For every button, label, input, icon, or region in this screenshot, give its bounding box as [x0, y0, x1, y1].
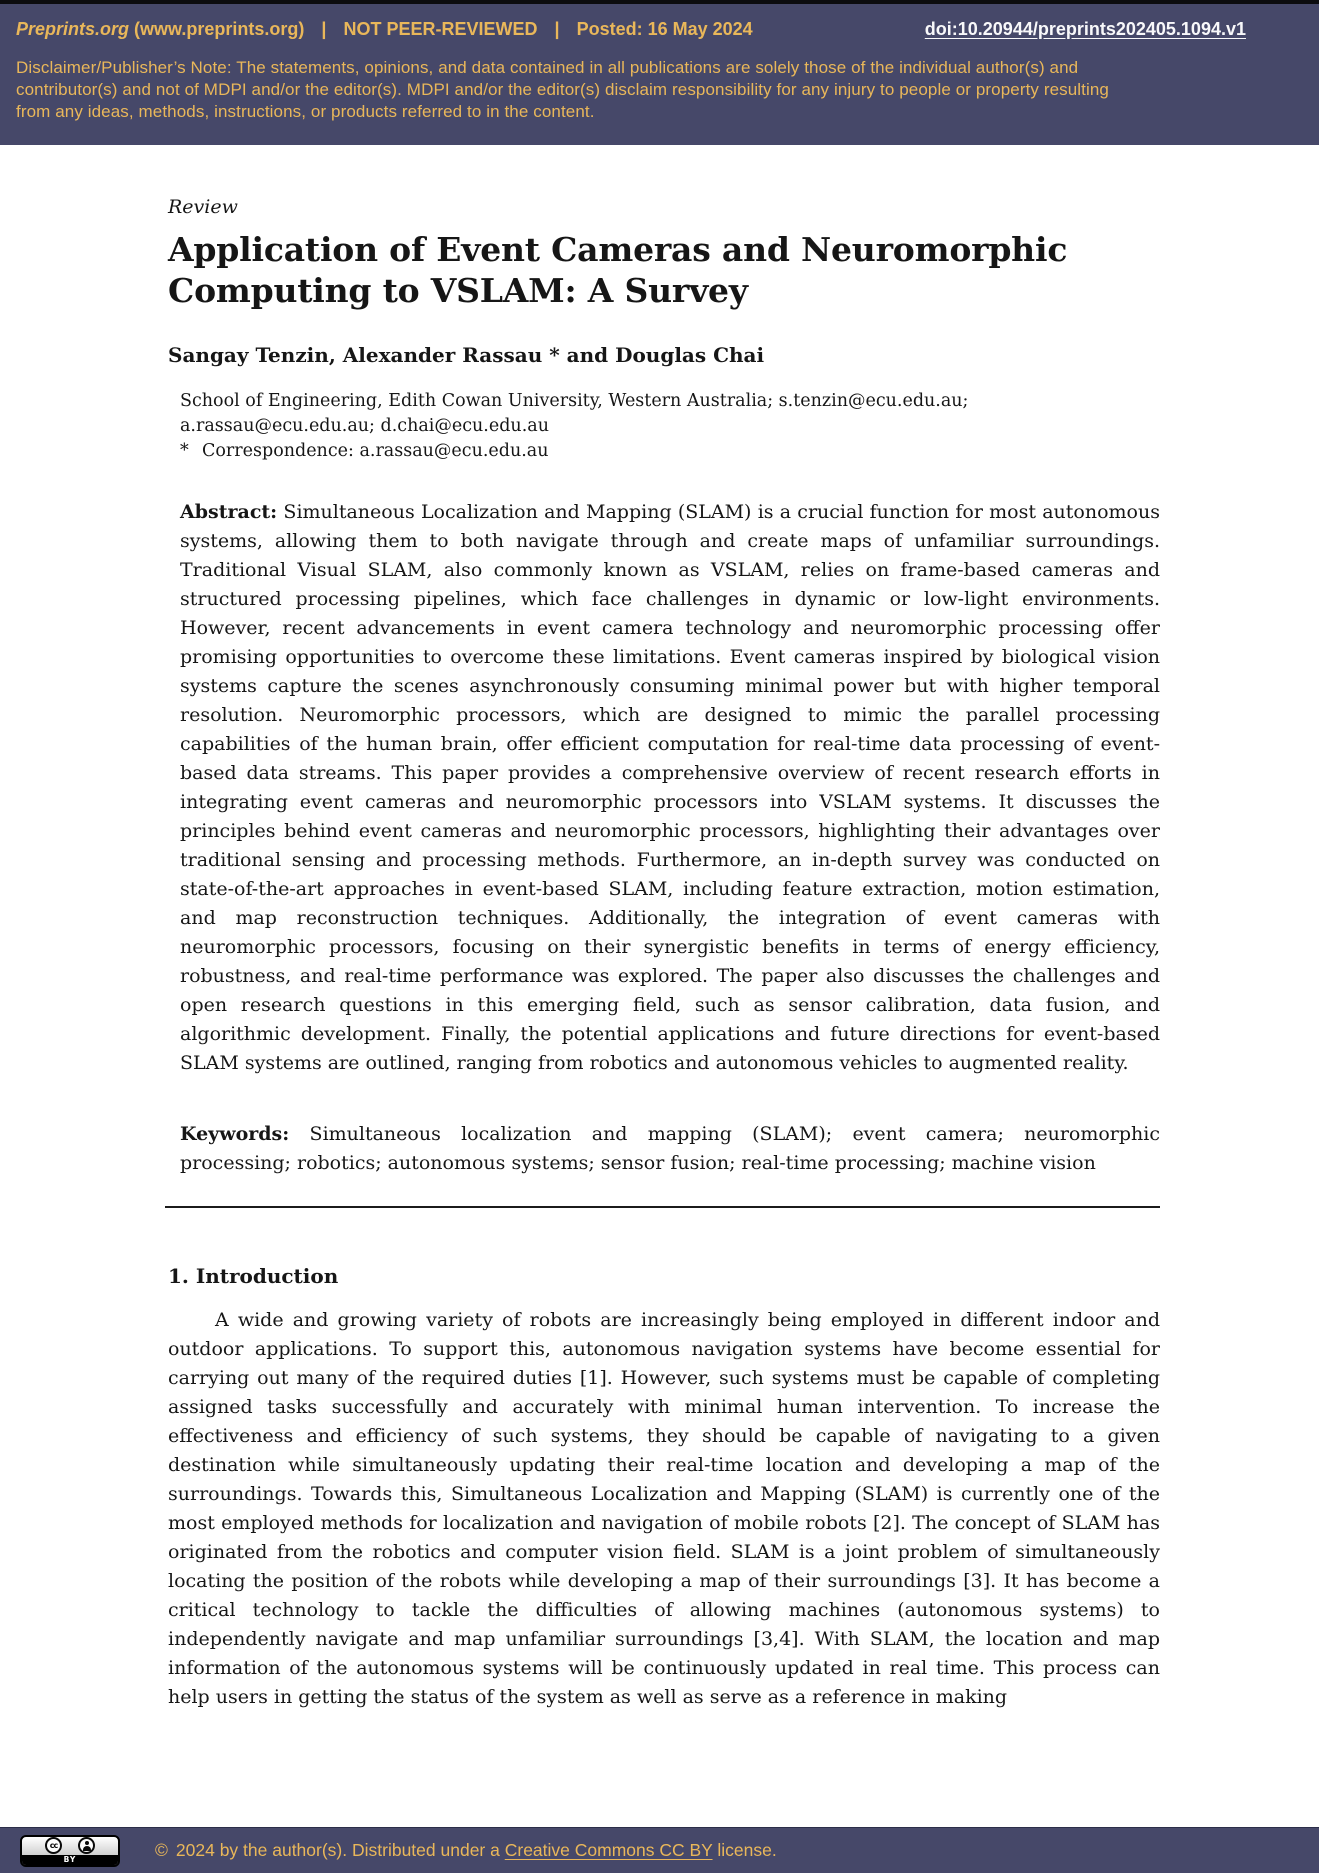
paper-title-line-1: Application of Event Cameras and Neuromorphic: [168, 230, 1068, 269]
cc-badge-icons: [22, 1837, 118, 1855]
disclaimer-line: from any ideas, methods, instructions, or products referred to in the content.: [16, 102, 595, 121]
attribution-person-icon: [78, 1837, 95, 1854]
abstract-paragraph: [180, 498, 1160, 1078]
correspondence-marker: *: [180, 441, 189, 461]
cc-license-link[interactable]: Creative Commons CC BY: [504, 1840, 713, 1860]
correspondence-text: Correspondence: a.rassau@ecu.edu.au: [202, 441, 549, 461]
cc-icon-text: cc: [49, 1840, 58, 1850]
header-meta-row: [16, 19, 1246, 40]
paper-title: [168, 229, 1160, 311]
separator-pipe: |: [321, 19, 327, 39]
posted-date: Posted: 16 May 2024: [576, 19, 753, 39]
cc-by-label: BY: [22, 1855, 118, 1865]
affiliation-line: a.rassau@ecu.edu.au; d.chai@ecu.edu.au: [180, 416, 549, 436]
license-text-after: license.: [717, 1840, 777, 1860]
disclaimer-line: Disclaimer/Publisher’s Note: The statements, opinions, and data contained in all publications are solely those of the individual author(s) and: [16, 58, 1079, 77]
copyright-symbol: ©: [155, 1840, 168, 1860]
separator-pipe: |: [554, 19, 560, 39]
publisher-disclaimer: [16, 57, 1303, 123]
review-status-label: NOT PEER-REVIEWED: [343, 19, 538, 39]
license-text-before: 2024 by the author(s). Distributed under a: [175, 1840, 500, 1860]
affiliation-block: [180, 389, 1160, 464]
keywords-paragraph: [180, 1120, 1160, 1178]
abstract-label: Abstract:: [180, 501, 278, 523]
introduction-paragraph: A wide and growing variety of robots are increasingly being employed in different indoor and outdoor applications. To support this, autonomous navigation systems have become essential for carrying out many of the required duties [1]. However, such systems must be capable of completing assigned tasks successfully and accurately with minimal human intervention. To increase the effectiveness and efficiency of such systems, they should be capable of navigating to a given destination while simultaneously updating their real-time location and developing a map of the surroundings. Towards this, Simultaneous Localization and Mapping (SLAM) is currently one of the most employed methods for localization and navigation of mobile robots [2]. The concept of SLAM has originated from the robotics and computer vision field. SLAM is a joint problem of simultaneously locating the position of the robots while developing a map of their surroundings [3]. It has become a critical technology to tackle the difficulties of allowing machines (autonomous systems) to independently navigate and map unfamiliar surroundings [3,4]. With SLAM, the location and map information of the autonomous systems will be continuously updated in real time. This process can help users in getting the status of the system as well as serve as a reference in making: [168, 1309, 1160, 1708]
cc-by-badge[interactable]: [20, 1835, 120, 1867]
keywords-label: Keywords:: [180, 1123, 290, 1145]
license-statement: [155, 1840, 777, 1861]
header-bar: [0, 4, 1319, 145]
article-body: [168, 195, 1160, 1712]
affiliation-line: School of Engineering, Edith Cowan University, Western Australia; s.tenzin@ecu.edu.au;: [180, 391, 969, 411]
footer-bar: [0, 1827, 1319, 1873]
paper-title-line-2: Computing to VSLAM: A Survey: [168, 271, 748, 310]
abstract-text: Simultaneous Localization and Mapping (SLAM) is a crucial function for most autonomous systems, allowing them to both navigate through and create maps of unfamiliar surroundings. Traditional Visual SLAM, also commonly known as VSLAM, relies on frame-based cameras and structured processing pipelines, which face challenges in dynamic or low-light environments. However, recent advancements in event camera technology and neuromorphic processing offer promising opportunities to overcome these limitations. Event cameras inspired by biological vision systems capture the scenes asynchronously consuming minimal power but with higher temporal resolution. Neuromorphic processors, which are designed to mimic the parallel processing capabilities of the human brain, offer efficient computation for real-time data processing of event-based data streams. This paper provides a comprehensive overview of recent research efforts in integrating event cameras and neuromorphic processors into VSLAM systems. It discusses the principles behind event cameras and neuromorphic processors, highlighting their advantages over traditional sensing and processing methods. Furthermore, an in-depth survey was conducted on state-of-the-art approaches in event-based SLAM, including feature extraction, motion estimation, and map reconstruction techniques. Additionally, the integration of event cameras with neuromorphic processors, focusing on their synergistic benefits in terms of energy efficiency, robustness, and real-time performance was explored. The paper also discusses the challenges and open research questions in this emerging field, such as sensor calibration, data fusion, and algorithmic development. Finally, the potential applications and future directions for event-based SLAM systems are outlined, ranging from robotics and autonomous vehicles to augmented reality.: [180, 501, 1160, 1074]
author-list: Sangay Tenzin, Alexander Rassau * and Douglas Chai: [168, 343, 765, 367]
site-url: (www.preprints.org): [134, 19, 305, 39]
section-heading-introduction: 1. Introduction: [168, 1264, 339, 1288]
doi-link[interactable]: doi:10.20944/preprints202405.1094.v1: [924, 19, 1246, 39]
header-meta-left: [16, 19, 753, 40]
correspondence-line: [180, 439, 1160, 464]
article-type-label: Review: [168, 196, 238, 218]
site-name: Preprints.org: [16, 19, 130, 39]
keywords-text: Simultaneous localization and mapping (SLAM); event camera; neuromorphic processing; robotics; autonomous systems; sensor fusion; real-time processing; machine vision: [180, 1123, 1161, 1174]
section-divider-rule: [165, 1206, 1160, 1208]
disclaimer-line: contributor(s) and not of MDPI and/or the editor(s). MDPI and/or the editor(s) disclaim responsibility for any injury to people or property resulting: [16, 80, 1109, 99]
creative-commons-icon: [45, 1837, 62, 1854]
